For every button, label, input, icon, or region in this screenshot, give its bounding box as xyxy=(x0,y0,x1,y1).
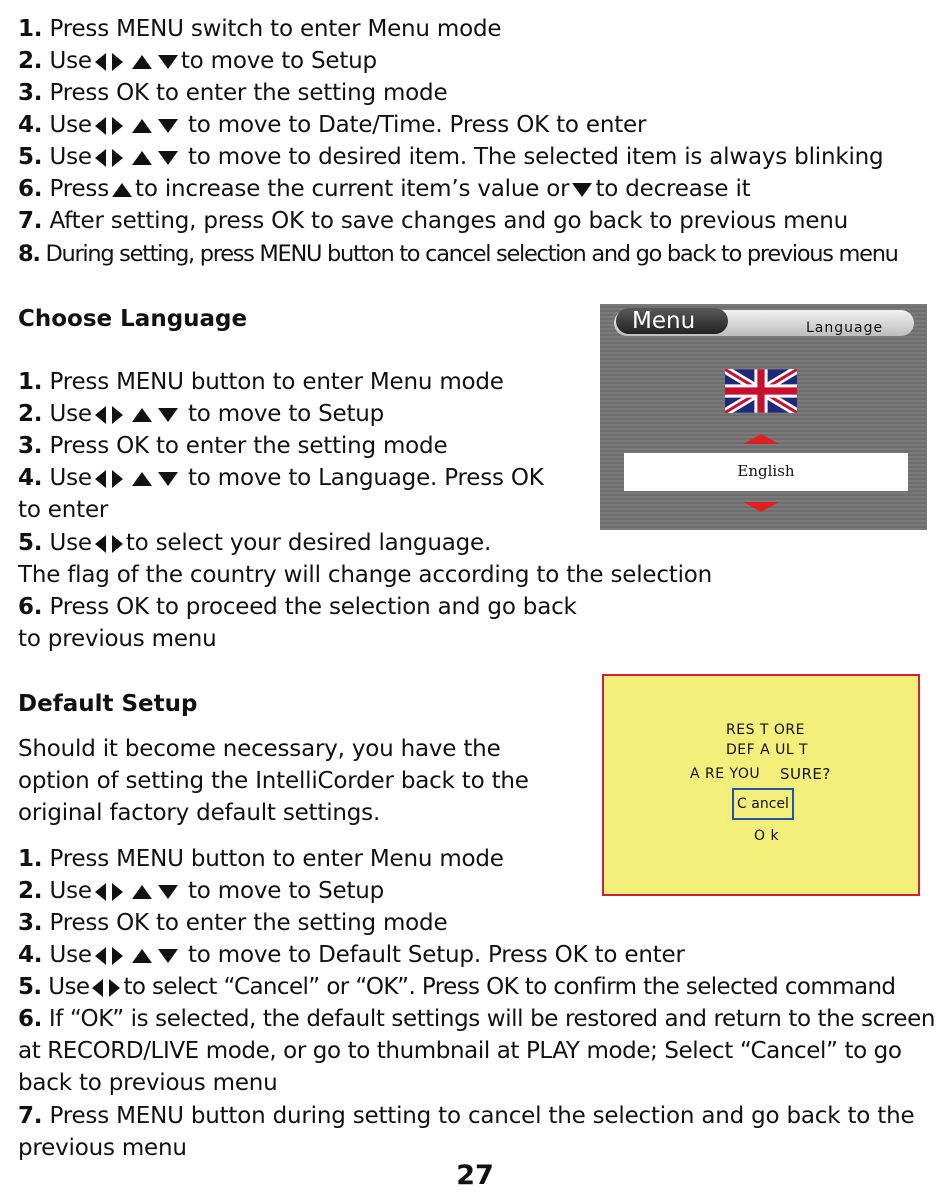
step-text: Press OK to enter the setting mode xyxy=(49,433,448,459)
step-number: 3. xyxy=(18,433,43,459)
dialog-line-3b: SURE? xyxy=(780,765,831,783)
dialog-ok-option: O k xyxy=(754,828,780,844)
step-number: 4. xyxy=(18,942,43,968)
step-text: Use xyxy=(49,401,92,427)
step-text: to move to Setup xyxy=(187,401,385,427)
dialog-line-2: DEF A UL T xyxy=(726,742,809,758)
left-arrow-icon xyxy=(95,883,106,901)
up-arrow-icon xyxy=(132,408,152,422)
step-text: Press OK to enter the setting mode xyxy=(49,80,448,106)
step-text: During setting, press MENU button to cancel selection and go back to previous menu xyxy=(45,241,898,267)
step-number: 6. xyxy=(18,176,43,202)
page-number: 27 xyxy=(456,1160,494,1191)
left-arrow-icon xyxy=(95,535,106,553)
step-text: to select your desired language. xyxy=(125,530,492,556)
step-text: to decrease it xyxy=(595,176,751,202)
left-arrow-icon xyxy=(95,406,106,424)
step-number: 7. xyxy=(18,208,43,234)
up-arrow-icon xyxy=(132,885,152,899)
step-text: Use xyxy=(48,974,90,1000)
step-text: to move to Language. Press OK xyxy=(187,465,544,491)
choose-language-heading: Choose Language xyxy=(18,306,248,332)
up-arrow-icon xyxy=(743,434,779,444)
down-arrow-icon xyxy=(158,151,178,165)
step-text: Press OK to enter the setting mode xyxy=(49,910,448,936)
step-number: 3. xyxy=(18,910,43,936)
menu-title: Menu xyxy=(616,308,728,334)
left-arrow-icon xyxy=(95,470,106,488)
step-1 xyxy=(18,14,501,44)
step-text: Use xyxy=(49,144,92,170)
step-5 xyxy=(18,142,883,172)
default-step-1 xyxy=(18,844,504,874)
down-arrow-icon xyxy=(158,472,178,486)
down-arrow-icon xyxy=(158,949,178,963)
step-number: 8. xyxy=(18,241,40,267)
default-setup-heading: Default Setup xyxy=(18,691,198,717)
default-step-6 xyxy=(18,1004,935,1034)
step-text: Use xyxy=(49,530,92,556)
default-step-6-cont2: back to previous menu xyxy=(18,1070,278,1096)
left-arrow-icon xyxy=(95,53,106,71)
step-number: 4. xyxy=(18,465,43,491)
default-step-4 xyxy=(18,940,685,970)
default-step-3 xyxy=(18,908,447,938)
language-menu-screen xyxy=(600,304,927,530)
step-text: Use xyxy=(49,48,92,74)
step-text: to move to Date/Time. Press OK to enter xyxy=(187,112,647,138)
step-6 xyxy=(18,174,751,204)
default-intro-1: Should it become necessary, you have the xyxy=(18,736,501,762)
left-arrow-icon xyxy=(95,117,106,135)
up-arrow-icon xyxy=(112,183,132,197)
step-number: 3. xyxy=(18,80,43,106)
dialog-line-1: RES T ORE xyxy=(726,722,806,738)
left-arrow-icon xyxy=(95,947,106,965)
down-arrow-icon xyxy=(158,119,178,133)
step-text: After setting, press OK to save changes and go back to previous menu xyxy=(49,208,849,234)
step-number: 1. xyxy=(18,16,43,42)
lang-step-3 xyxy=(18,431,447,461)
step-text: Press MENU button to enter Menu mode xyxy=(49,369,504,395)
step-number: 1. xyxy=(18,846,43,872)
right-arrow-icon xyxy=(112,883,123,901)
step-3 xyxy=(18,78,447,108)
step-number: 4. xyxy=(18,112,43,138)
left-arrow-icon xyxy=(92,979,103,997)
down-arrow-icon xyxy=(743,502,779,512)
step-text: Use xyxy=(49,465,92,491)
language-value: English xyxy=(624,453,908,491)
step-text: If “OK” is selected, the default settings will be restored and return to the screen xyxy=(48,1006,936,1032)
up-arrow-icon xyxy=(132,119,152,133)
step-2 xyxy=(18,46,377,76)
step-text: Press xyxy=(49,176,110,202)
step-7 xyxy=(18,206,848,236)
default-step-7 xyxy=(18,1101,914,1131)
step-text: Press MENU button during setting to cancel the selection and go back to the xyxy=(49,1103,915,1129)
up-arrow-icon xyxy=(132,472,152,486)
lang-step-4-cont: to enter xyxy=(18,497,109,523)
up-arrow-icon xyxy=(132,949,152,963)
step-text: to move to desired item. The selected item is always blinking xyxy=(187,144,884,170)
lang-step-5-cont: The flag of the country will change according to the selection xyxy=(18,562,713,588)
step-number: 6. xyxy=(18,594,43,620)
lang-step-6 xyxy=(18,592,577,622)
down-arrow-icon xyxy=(572,183,592,197)
default-step-2 xyxy=(18,876,384,906)
up-arrow-icon xyxy=(132,55,152,69)
right-arrow-icon xyxy=(109,979,120,997)
step-text: to move to Setup xyxy=(187,878,385,904)
step-number: 1. xyxy=(18,369,43,395)
right-arrow-icon xyxy=(112,117,123,135)
right-arrow-icon xyxy=(112,406,123,424)
right-arrow-icon xyxy=(112,947,123,965)
right-arrow-icon xyxy=(112,149,123,167)
dialog-line-3a: A RE YOU xyxy=(690,766,761,782)
menu-tab-language: Language xyxy=(806,320,884,336)
lang-step-5 xyxy=(18,528,491,558)
step-8 xyxy=(18,239,898,269)
right-arrow-icon xyxy=(112,53,123,71)
step-text: Press MENU switch to enter Menu mode xyxy=(49,16,502,42)
restore-default-dialog xyxy=(602,674,920,896)
step-text: Use xyxy=(49,878,92,904)
right-arrow-icon xyxy=(112,470,123,488)
default-intro-3: original factory default settings. xyxy=(18,800,381,826)
step-number: 2. xyxy=(18,878,43,904)
down-arrow-icon xyxy=(158,408,178,422)
step-number: 2. xyxy=(18,401,43,427)
step-text: to increase the current item’s value or xyxy=(135,176,570,202)
step-text: to select “Cancel” or “OK”. Press OK to confirm the selected command xyxy=(123,974,896,1000)
step-text: Press MENU button to enter Menu mode xyxy=(49,846,504,872)
step-number: 7. xyxy=(18,1103,43,1129)
lang-step-1 xyxy=(18,367,504,397)
step-number: 5. xyxy=(18,144,43,170)
default-step-7-cont: previous menu xyxy=(18,1135,187,1161)
lang-step-6-cont: to previous menu xyxy=(18,626,217,652)
lang-step-4 xyxy=(18,463,544,493)
step-number: 6. xyxy=(18,1006,42,1032)
left-arrow-icon xyxy=(95,149,106,167)
step-text: to move to Default Setup. Press OK to enter xyxy=(187,942,685,968)
uk-flag-icon xyxy=(725,369,797,413)
default-intro-2: option of setting the IntelliCorder back to the xyxy=(18,768,529,794)
down-arrow-icon xyxy=(158,885,178,899)
step-number: 5. xyxy=(18,974,42,1000)
down-arrow-icon xyxy=(158,55,178,69)
dialog-cancel-option: C ancel xyxy=(732,788,794,820)
step-number: 2. xyxy=(18,48,43,74)
default-step-6-cont: at RECORD/LIVE mode, or go to thumbnail at PLAY mode; Select “Cancel” to go xyxy=(18,1038,902,1064)
default-step-5 xyxy=(18,972,895,1002)
step-text: Use xyxy=(49,942,92,968)
step-text: Press OK to proceed the selection and go back xyxy=(49,594,577,620)
lang-step-2 xyxy=(18,399,384,429)
step-text: Use xyxy=(49,112,92,138)
right-arrow-icon xyxy=(112,535,123,553)
step-number: 5. xyxy=(18,530,43,556)
step-4 xyxy=(18,110,646,140)
step-text: to move to Setup xyxy=(180,48,377,74)
up-arrow-icon xyxy=(132,151,152,165)
